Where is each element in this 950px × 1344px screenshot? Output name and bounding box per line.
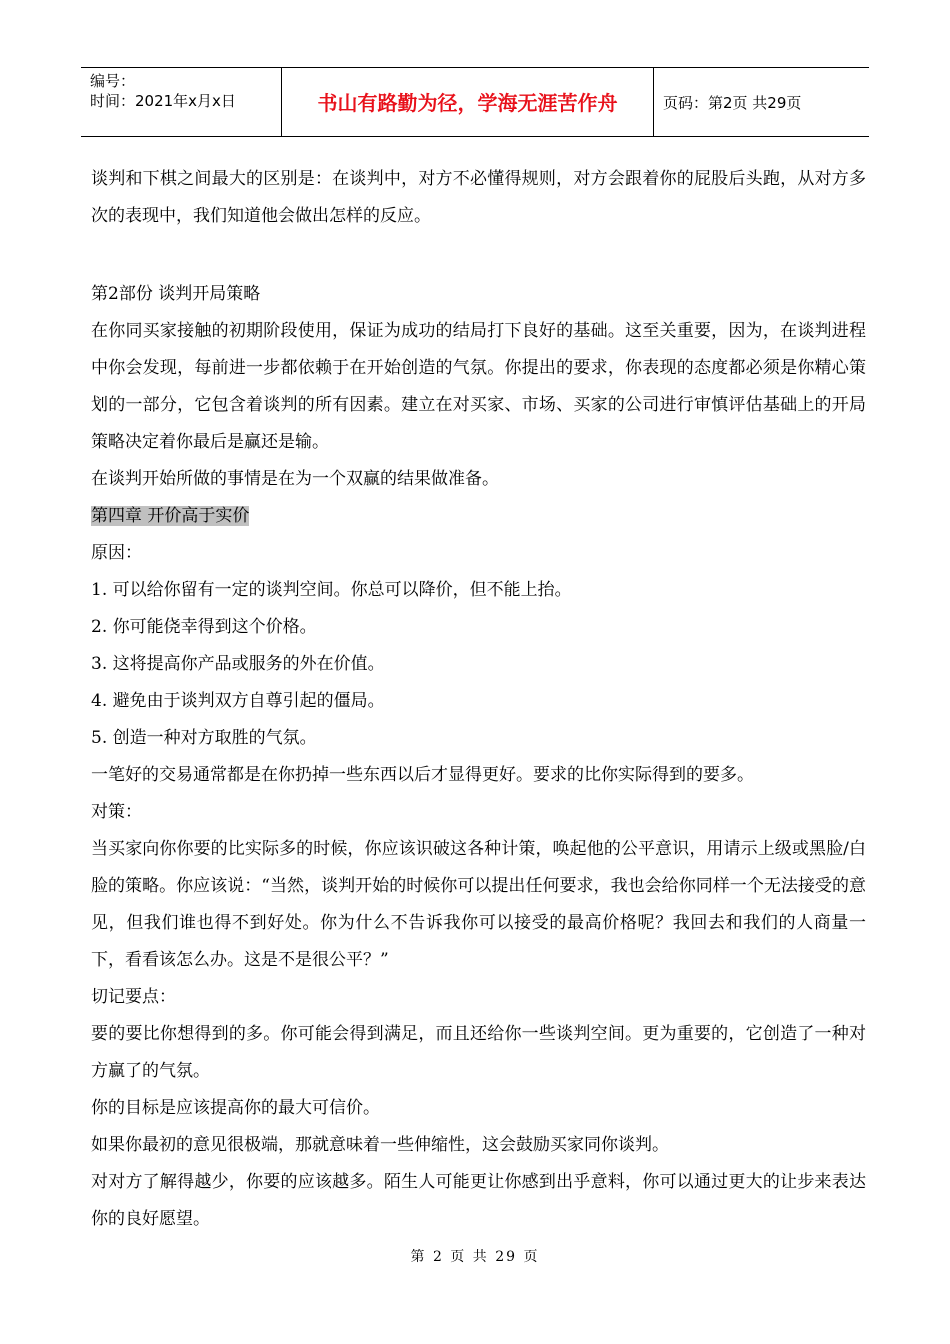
strategy-paragraph: 当买家向你你要的比实际多的时候，你应该识破这各种计策，唤起他的公平意识，用请示上级或黑脸/白脸的策略。你应该说：“当然，谈判开始的时候你可以提出任何要求，我也会给你同样一个无法接受的意见，但我们谁也得不到好处。你为什么不告诉我你可以接受的最高价格呢？我回去和我们的人商量一下，看看该怎么办。这是不是很公平？” bbox=[91, 839, 866, 970]
section-title: 第2部份 谈判开局策略 bbox=[91, 284, 261, 304]
section-paragraph: 在你同买家接触的初期阶段使用，保证为成功的结局打下良好的基础。这至关重要，因为，在谈判进程中你会发现，每前进一步都依赖于在开始创造的气氛。你提出的要求，你表现的态度都必须是你精心策划的一部分，它包含着谈判的所有因素。建立在对买家、市场、买家的公司进行审慎评估基础上的开局策略决定着你最后是赢还是输。 bbox=[91, 321, 866, 452]
key-point-paragraph: 你的目标是应该提高你的最大可信价。 bbox=[91, 1098, 380, 1118]
header-page-info: 页码：第2页 共29页 bbox=[663, 94, 802, 112]
reasons-label: 原因： bbox=[91, 543, 142, 563]
reason-item: 4. 避免由于谈判双方自尊引起的僵局。 bbox=[91, 691, 385, 711]
summary-paragraph: 一笔好的交易通常都是在你扔掉一些东西以后才显得更好。要求的比你实际得到的要多。 bbox=[91, 765, 754, 785]
document-header bbox=[81, 67, 869, 137]
reason-item: 3. 这将提高你产品或服务的外在价值。 bbox=[91, 654, 385, 674]
document-number-label: 编号： bbox=[90, 72, 136, 90]
reason-item: 5. 创造一种对方取胜的气氛。 bbox=[91, 728, 317, 748]
reason-item: 2. 你可能侥幸得到这个价格。 bbox=[91, 617, 317, 637]
intro-paragraph: 谈判和下棋之间最大的区别是：在谈判中，对方不必懂得规则，对方会跟着你的屁股后头跑，从对方多次的表现中，我们知道他会做出怎样的反应。 bbox=[91, 169, 866, 226]
header-motto: 书山有路勤为径，学海无涯苦作舟 bbox=[282, 68, 654, 136]
page-footer: 第 2 页 共 29 页 bbox=[410, 1249, 540, 1265]
reason-item: 1. 可以给你留有一定的谈判空间。你总可以降价，但不能上抬。 bbox=[91, 580, 572, 600]
document-body bbox=[91, 161, 866, 1238]
strategy-label: 对策： bbox=[91, 802, 142, 822]
header-meta-cell bbox=[81, 68, 282, 136]
blank-line bbox=[91, 235, 866, 276]
key-point-paragraph: 对对方了解得越少，你要的应该越多。陌生人可能更让你感到出乎意料，你可以通过更大的让步来表达你的良好愿望。 bbox=[91, 1172, 866, 1229]
key-point-paragraph: 要的要比你想得到的多。你可能会得到满足，而且还给你一些谈判空间。更为重要的，它创造了一种对方赢了的气氛。 bbox=[91, 1024, 866, 1081]
section-paragraph-2: 在谈判开始所做的事情是在为一个双赢的结果做准备。 bbox=[91, 469, 499, 489]
key-points-label: 切记要点： bbox=[91, 987, 176, 1007]
key-point-paragraph: 如果你最初的意见很极端，那就意味着一些伸缩性，这会鼓励买家同你谈判。 bbox=[91, 1135, 669, 1155]
document-time-label: 时间：2021年x月x日 bbox=[90, 92, 236, 110]
chapter-title: 第四章 开价高于实价 bbox=[91, 506, 250, 526]
